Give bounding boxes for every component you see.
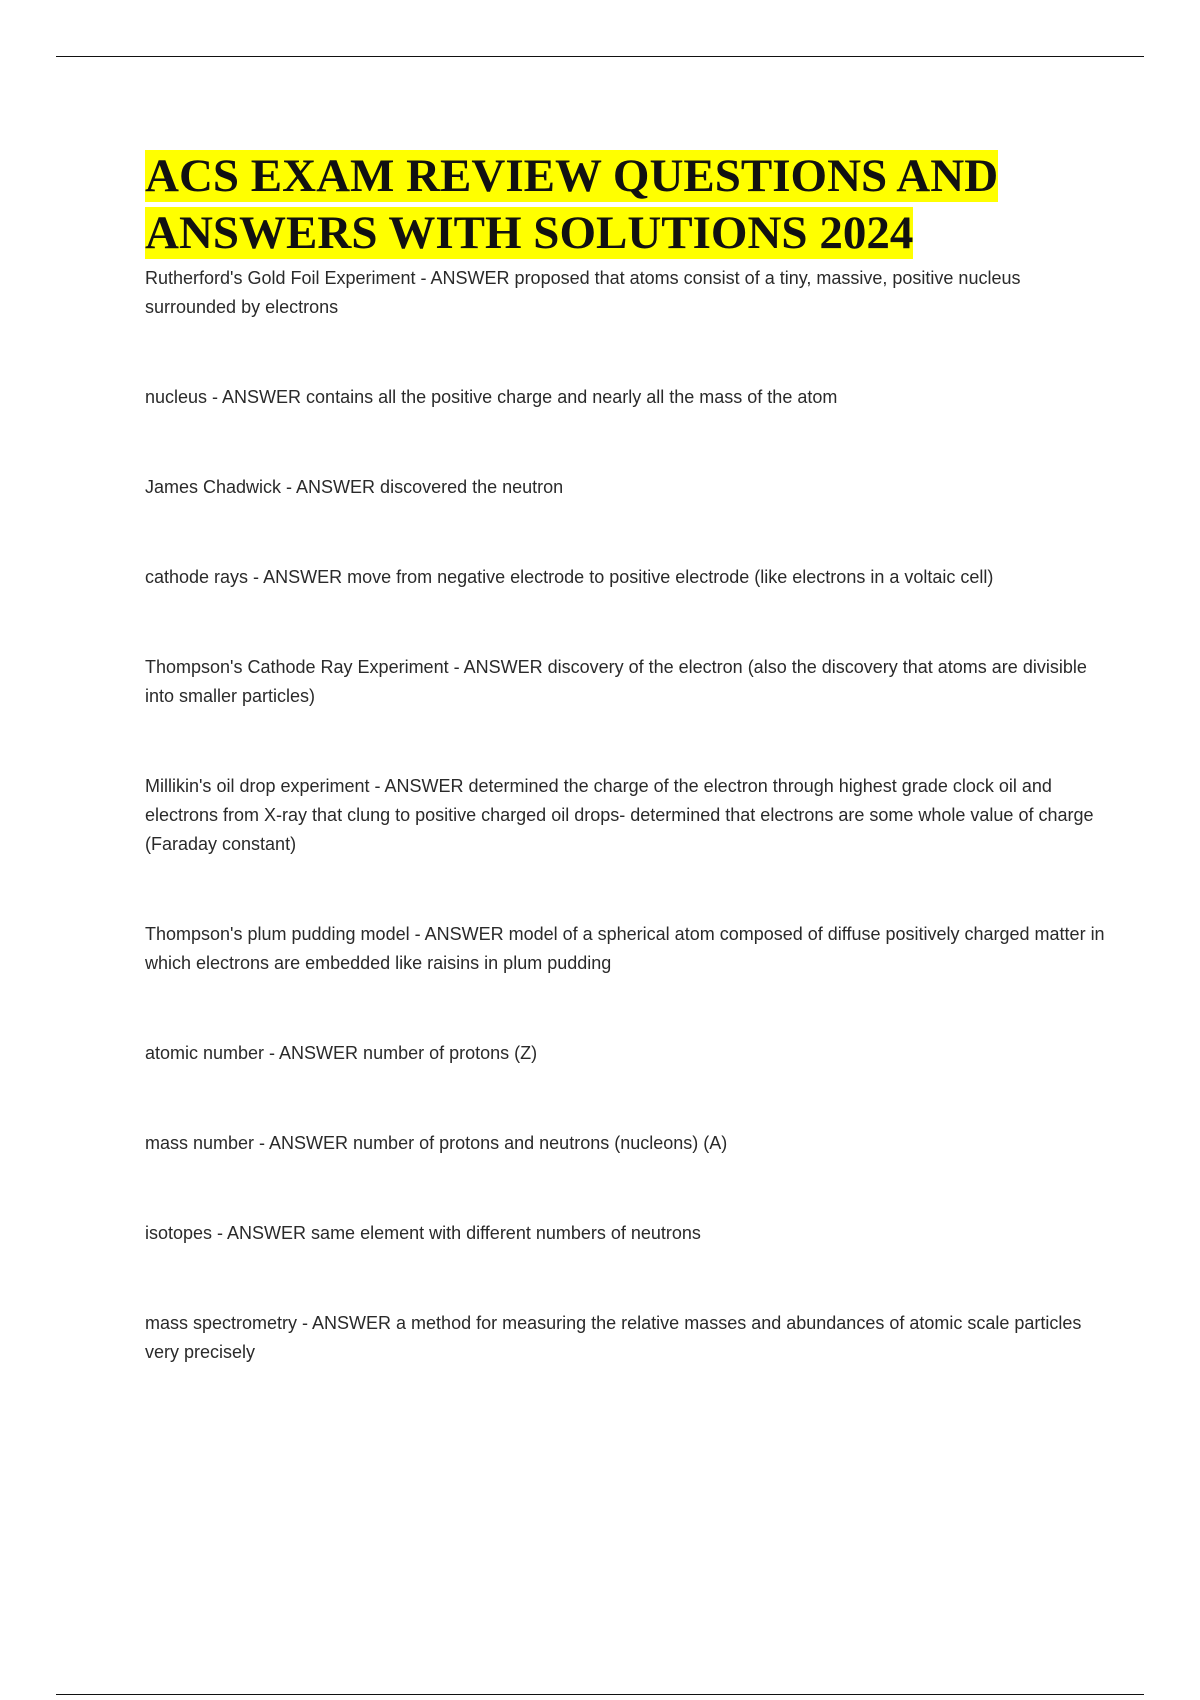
qa-entry-cathode-rays: cathode rays - ANSWER move from negative electrode to positive electrode (like electrons in a voltaic cell) — [145, 567, 994, 587]
qa-entry-millikin-oil-drop: Millikin's oil drop experiment - ANSWER determined the charge of the electron through highest grade clock oil and electrons from X-ray that clung to positive charged oil drops- determined that electrons are some whole value of charge (Faraday constant) — [145, 776, 1094, 854]
qa-entry-plum-pudding: Thompson's plum pudding model - ANSWER model of a spherical atom composed of diffuse positively charged matter in which electrons are embedded like raisins in plum pudding — [145, 924, 1105, 973]
qa-entry-atomic-number: atomic number - ANSWER number of protons (Z) — [145, 1043, 538, 1063]
document-body — [145, 148, 1105, 1428]
bottom-divider — [56, 1694, 1144, 1695]
qa-entry-mass-spectrometry: mass spectrometry - ANSWER a method for measuring the relative masses and abundances of atomic scale particles very precisely — [145, 1313, 1082, 1362]
qa-entry-thompson-cathode-ray: Thompson's Cathode Ray Experiment - ANSWER discovery of the electron (also the discovery that atoms are divisible into smaller particles) — [145, 657, 1087, 706]
qa-entry-chadwick: James Chadwick - ANSWER discovered the neutron — [145, 477, 564, 497]
qa-list — [145, 264, 1105, 1367]
qa-entry-mass-number: mass number - ANSWER number of protons and neutrons (nucleons) (A) — [145, 1133, 728, 1153]
document-title-line-2: ANSWERS WITH SOLUTIONS 2024 — [145, 207, 914, 259]
qa-entry-isotopes: isotopes - ANSWER same element with different numbers of neutrons — [145, 1223, 701, 1243]
qa-entry-nucleus: nucleus - ANSWER contains all the positive charge and nearly all the mass of the atom — [145, 387, 838, 407]
top-divider — [56, 56, 1144, 57]
document-title-line-1: ACS EXAM REVIEW QUESTIONS AND — [145, 150, 999, 202]
document-title — [145, 148, 1105, 262]
qa-entry-rutherford: Rutherford's Gold Foil Experiment - ANSWER proposed that atoms consist of a tiny, massive, positive nucleus surrounded by electrons — [145, 268, 1021, 317]
